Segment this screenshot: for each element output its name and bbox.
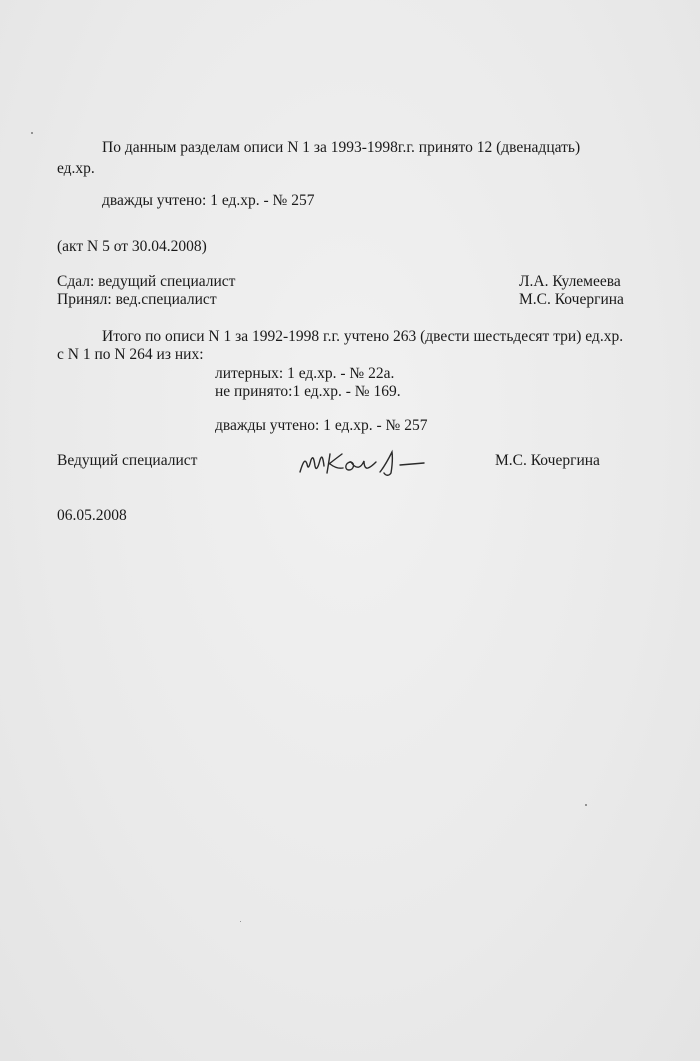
scan-speck [585, 804, 587, 806]
twice-counted-line: дважды учтено: 1 ед.хр. - № 257 [102, 192, 315, 209]
scan-speck [31, 132, 33, 134]
total-line-2: с N 1 по N 264 из них: [57, 346, 204, 363]
not-accepted-line: не принято:1 ед.хр. - № 169. [215, 383, 401, 400]
signer-title: Ведущий специалист [57, 452, 198, 469]
act-reference: (акт N 5 от 30.04.2008) [57, 238, 207, 255]
document-date: 06.05.2008 [57, 507, 127, 524]
handed-over-name: Л.А. Кулемеева [519, 273, 621, 290]
intro-paragraph-line-1: По данным разделам описи N 1 за 1993-1998г.г. принято 12 (двенадцать) [102, 139, 581, 156]
accepted-label: Принял: вед.специалист [57, 291, 217, 308]
intro-paragraph-line-2: ед.хр. [57, 160, 95, 177]
total-twice-counted-line: дважды учтено: 1 ед.хр. - № 257 [215, 417, 428, 434]
literal-units-line: литерных: 1 ед.хр. - № 22а. [215, 365, 395, 382]
handwritten-signature [296, 446, 428, 480]
handed-over-label: Сдал: ведущий специалист [57, 273, 236, 290]
accepted-name: М.С. Кочергина [519, 291, 624, 308]
signer-name: М.С. Кочергина [495, 452, 600, 469]
scan-speck [240, 921, 241, 922]
total-line-1: Итого по описи N 1 за 1992-1998 г.г. учтено 263 (двести шестьдесят три) ед.хр. [102, 328, 624, 345]
